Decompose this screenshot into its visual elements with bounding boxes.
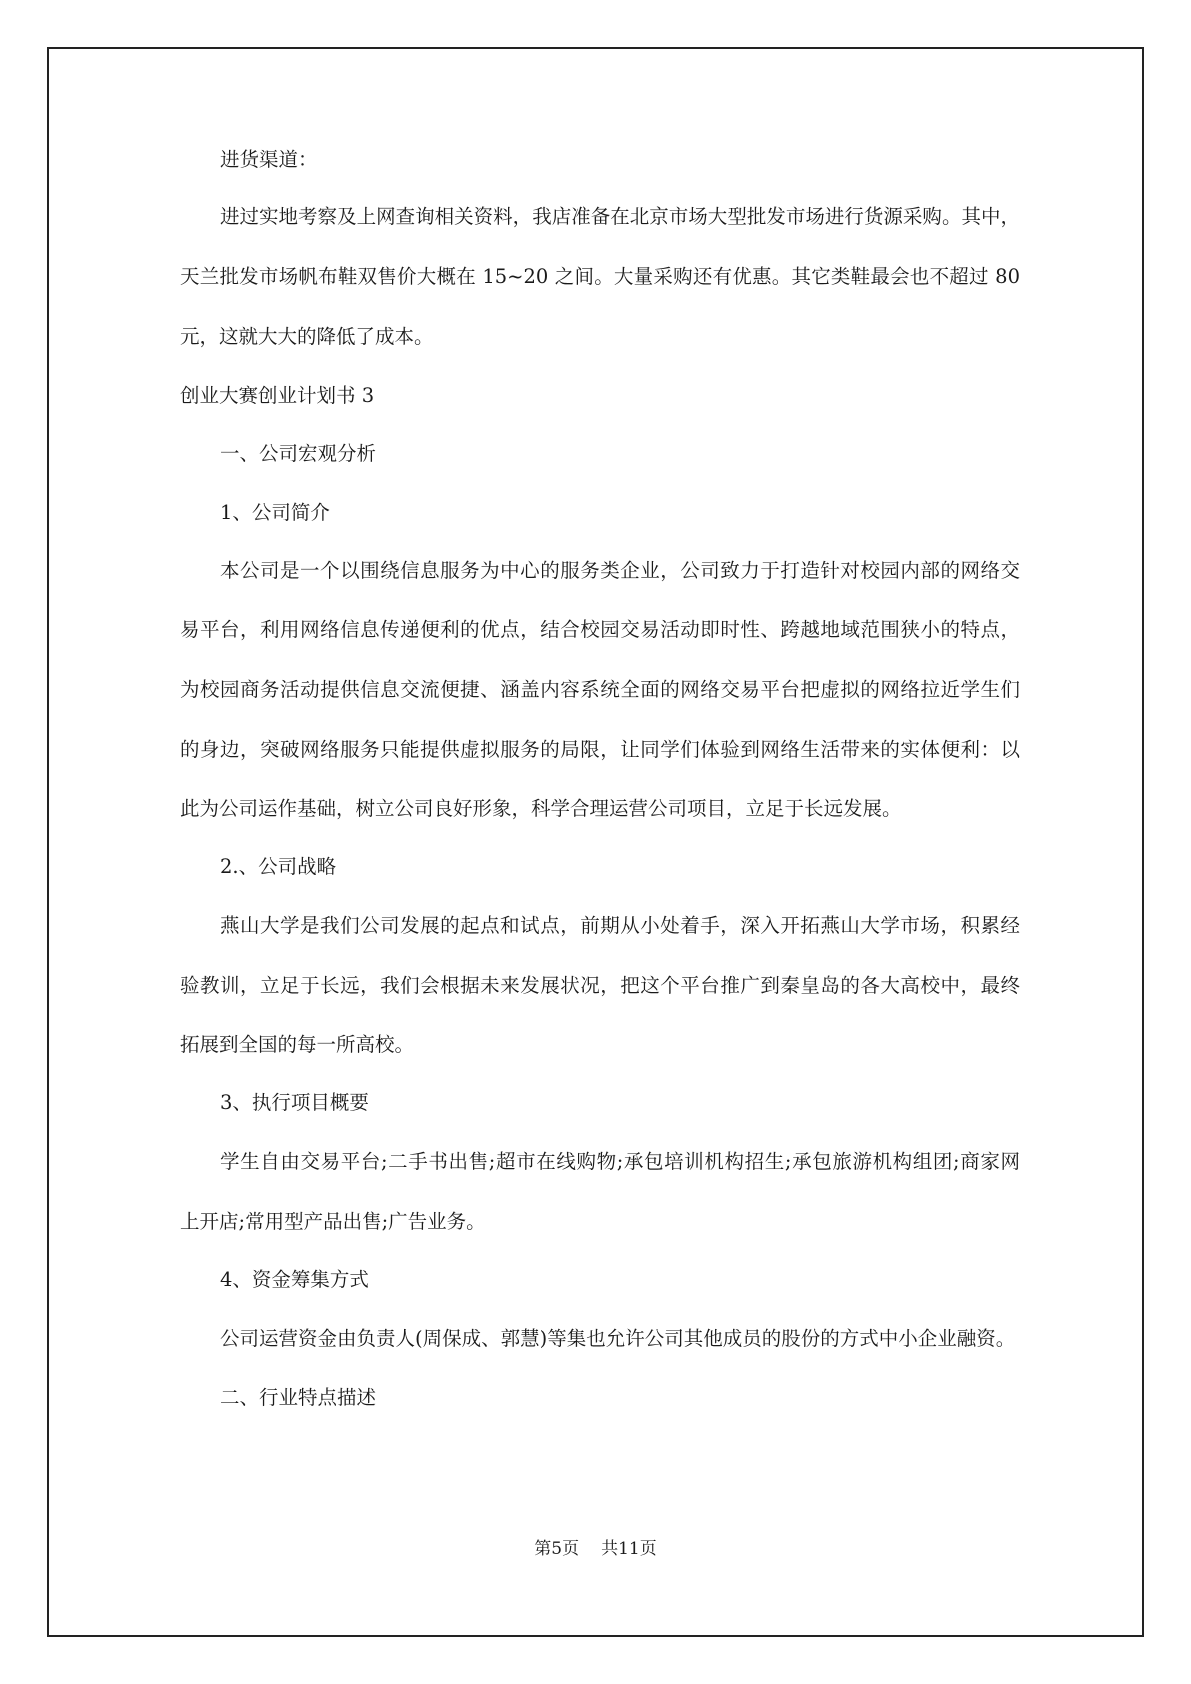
paragraph-line: 燕山大学是我们公司发展的起点和试点，前期从小处着手，深入开拓燕山大学市场，积累经	[220, 914, 1020, 937]
section-heading: 一、公司宏观分析	[220, 442, 377, 465]
paragraph-heading-purchase-channel: 进货渠道：	[220, 148, 318, 171]
paragraph-line: 上开店;常用型产品出售;广告业务。	[180, 1210, 486, 1233]
paragraph-line: 验教训，立足于长远，我们会根据未来发展状况，把这个平台推广到秦皇岛的各大高校中，最终	[180, 974, 1020, 997]
subsection-heading: 4、资金筹集方式	[220, 1268, 369, 1291]
paragraph-line: 元，这就大大的降低了成本。	[180, 325, 434, 348]
page-number: 第5页	[534, 1539, 580, 1559]
paragraph-line: 本公司是一个以围绕信息服务为中心的服务类企业，公司致力于打造针对校园内部的网络交	[220, 559, 1020, 582]
paragraph-line: 进过实地考察及上网查询相关资料，我店准备在北京市场大型批发市场进行货源采购。其中，	[220, 205, 1020, 228]
section-heading: 二、行业特点描述	[220, 1386, 377, 1409]
paragraph-line: 此为公司运作基础，树立公司良好形象，科学合理运营公司项目，立足于长远发展。	[180, 797, 902, 820]
paragraph-line: 为校园商务活动提供信息交流便捷、涵盖内容系统全面的网络交易平台把虚拟的网络拉近学生们	[180, 678, 1020, 701]
subsection-heading: 3、执行项目概要	[220, 1091, 369, 1114]
total-pages: 共11页	[601, 1539, 657, 1559]
subsection-heading: 1、公司简介	[220, 501, 330, 524]
subsection-heading: 2.、公司战略	[220, 855, 337, 878]
paragraph-line: 天兰批发市场帆布鞋双售价大概在 15~20 之间。大量采购还有优惠。其它类鞋最会也不超过 80	[180, 265, 1020, 288]
paragraph-line: 拓展到全国的每一所高校。	[180, 1033, 415, 1056]
paragraph-line: 易平台，利用网络信息传递便利的优点，结合校园交易活动即时性、跨越地域范围狭小的特点，	[180, 618, 1020, 641]
section-title: 创业大赛创业计划书 3	[180, 384, 375, 407]
paragraph-line: 公司运营资金由负责人(周保成、郭慧)等集也允许公司其他成员的股份的方式中小企业融资。	[220, 1327, 1016, 1350]
page-footer	[0, 1537, 1191, 1561]
paragraph-line: 的身边，突破网络服务只能提供虚拟服务的局限，让同学们体验到网络生活带来的实体便利：以	[180, 738, 1020, 761]
paragraph-line: 学生自由交易平台;二手书出售;超市在线购物;承包培训机构招生;承包旅游机构组团;商家网	[220, 1150, 1020, 1173]
